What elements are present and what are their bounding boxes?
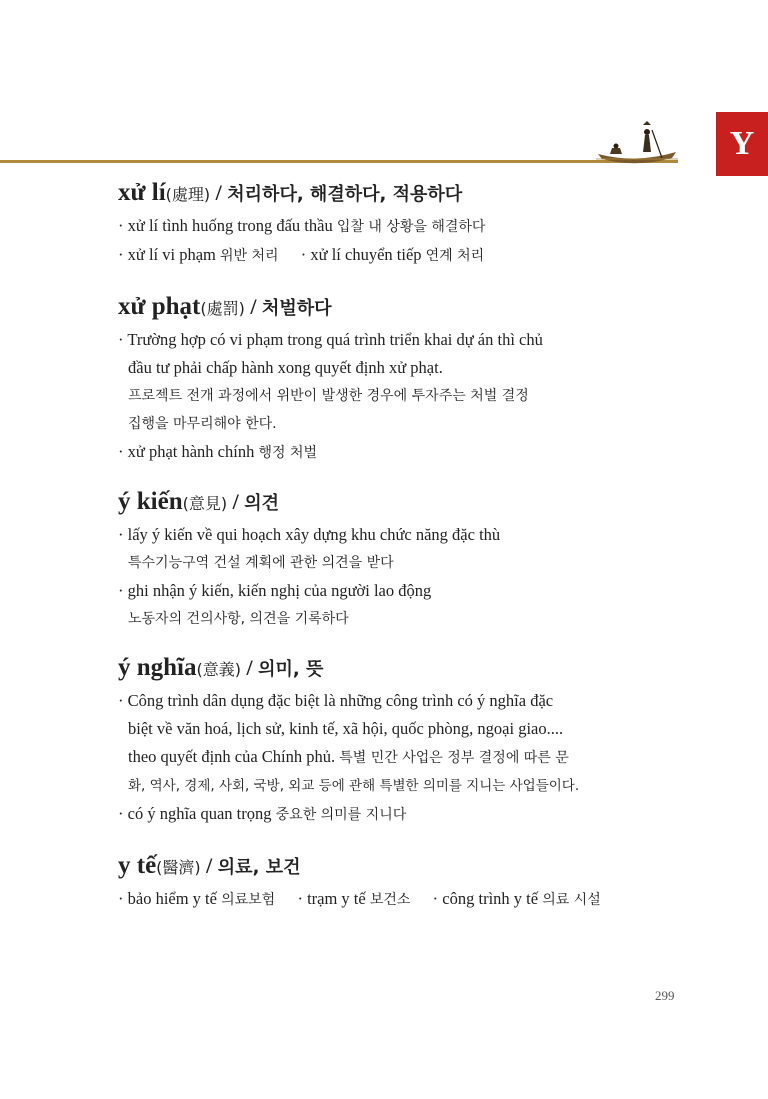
- example-vi: · xử lí tình huống trong đấu thầu: [118, 216, 333, 235]
- example-kr: 입찰 내 상황을 해결하다: [336, 219, 486, 235]
- entry-header: [118, 178, 678, 210]
- entry-xu-li: [118, 178, 678, 270]
- example-vi: · xử lí chuyển tiếp: [300, 245, 422, 264]
- example-vi: · công trình y tế: [432, 889, 539, 908]
- separator: /: [200, 853, 218, 878]
- headword: xử lí: [118, 179, 166, 206]
- example-vi: · trạm y tế: [297, 889, 366, 908]
- example-line: [118, 885, 678, 914]
- entry-header: [118, 292, 678, 324]
- hanja: (意見): [182, 494, 228, 513]
- separator: /: [244, 294, 263, 319]
- example-vi: · bảo hiểm y tế: [118, 889, 217, 908]
- example-kr: 프로젝트 전개 과정에서 위반이 발생한 경우에 투자주는 처벌 결정: [128, 388, 529, 404]
- entry-y-te: [118, 851, 678, 914]
- korean-meaning: 의료, 보건: [217, 857, 301, 878]
- example-kr: 보건소: [369, 892, 411, 908]
- hanja: (醫濟): [156, 858, 201, 877]
- korean-meaning: 의미, 뜻: [258, 659, 324, 680]
- example-vi: đầu tư phải chấp hành xong quyết định xử phạt.: [128, 358, 443, 377]
- dictionary-entries: [118, 178, 678, 914]
- korean-meaning: 처벌하다: [262, 298, 332, 319]
- example-kr: 집행을 마무리해야 한다.: [128, 416, 277, 432]
- hanja: (處理): [165, 185, 211, 204]
- hanja: (處罰): [200, 299, 245, 318]
- example-kr: 의료 시설: [542, 892, 601, 908]
- korean-meaning: 처리하다, 해결하다, 적용하다: [227, 184, 463, 205]
- entry-xu-phat: [118, 292, 678, 467]
- separator: /: [227, 489, 245, 514]
- example-kr: 의료보험: [221, 892, 276, 908]
- example-vi: biệt về văn hoá, lịch sử, kinh tế, xã hội, quốc phòng, ngoại giao....: [128, 719, 564, 738]
- example-vi: · lấy ý kiến về qui hoạch xây dựng khu chức năng đặc thù: [118, 525, 501, 544]
- example-vi: · xử lí vi phạm: [118, 245, 216, 264]
- entry-header: [118, 653, 678, 685]
- header-rule: [0, 160, 678, 163]
- entry-y-kien: [118, 487, 678, 633]
- example-vi: · có ý nghĩa quan trọng: [118, 804, 272, 823]
- example-kr: 특별 민간 사업은 정부 결정에 따른 문: [339, 750, 569, 766]
- example-line: [118, 241, 678, 270]
- separator: /: [241, 655, 259, 680]
- example-kr: 중요한 의미를 지니다: [275, 807, 407, 823]
- example-line: [118, 212, 678, 241]
- headword: xử phạt: [118, 293, 201, 320]
- separator: /: [210, 180, 228, 205]
- entry-y-nghia: [118, 653, 678, 829]
- headword: y tế: [118, 852, 157, 879]
- example-kr: 특수기능구역 건설 계획에 관한 의견을 받다: [128, 555, 394, 571]
- example-kr: 연계 처리: [425, 248, 485, 264]
- entry-header: [118, 851, 678, 883]
- example-kr: 위반 처리: [219, 248, 279, 264]
- example-vi: theo quyết định của Chính phủ.: [128, 747, 336, 766]
- example-kr: 행정 처벌: [258, 445, 317, 461]
- example-vi: · xử phạt hành chính: [118, 442, 255, 461]
- section-letter-tab: Y: [716, 112, 768, 176]
- entry-header: [118, 487, 678, 519]
- hanja: (意義): [196, 660, 242, 679]
- example-line: [118, 743, 678, 772]
- page-number: 299: [655, 988, 675, 1003]
- example-vi: · Công trình dân dụng đặc biệt là những công trình có ý nghĩa đặc: [118, 691, 554, 710]
- example-vi: · ghi nhận ý kiến, kiến nghị của người lao động: [118, 581, 432, 600]
- example-kr: 노동자의 건의사항, 의견을 기록하다: [128, 611, 349, 627]
- korean-meaning: 의견: [244, 493, 280, 514]
- boat-illustration: [596, 118, 678, 164]
- example-line: [118, 438, 678, 467]
- headword: ý nghĩa: [118, 654, 197, 681]
- example-line: [118, 800, 678, 829]
- example-kr: 화, 역사, 경제, 사회, 국방, 외교 등에 관해 특별한 의미를 지니는 사업들이다.: [128, 778, 580, 794]
- example-vi: · Trường hợp có vi phạm trong quá trình triển khai dự án thì chủ: [118, 330, 543, 349]
- headword: ý kiến: [118, 488, 183, 515]
